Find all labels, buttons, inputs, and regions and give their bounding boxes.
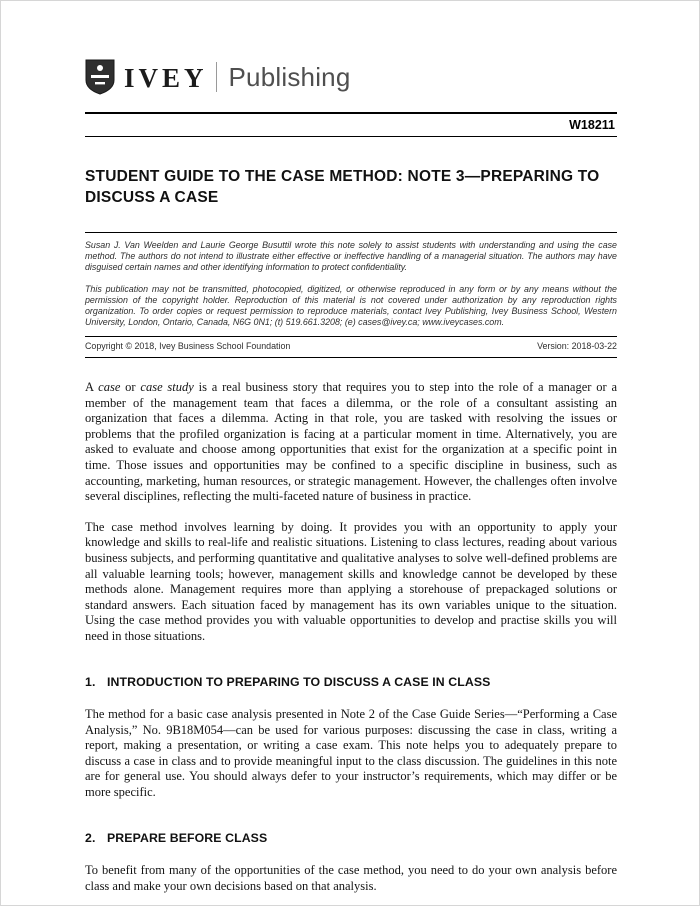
document-title: STUDENT GUIDE TO THE CASE METHOD: NOTE 3—PREPARING TO DISCUSS A CASE: [85, 168, 600, 206]
brand-wordmark: IVEY: [124, 62, 208, 93]
paragraph-text: is a real business story that requires you to step into the role of a manager or a member of the management team that faces a dilemma, or the role of a consultant assisting an organization that faces a dilemma. Acting in that role, you are tasked with resolving the issues or problems that the profiled organization is facing at a particular moment in time. Alternatively, you are asked to evaluate and choose among opportunities that exist for the organization at a specific point in time. Those issues and opportunities may be confined to a specific discipline in business, such as accounting, marketing, human resources, or strategic management. However, the challenges often involve several disciplines, reflecting the multi-faceted nature of business in practice.: [85, 380, 617, 504]
logo-divider: [216, 62, 217, 92]
paragraph-text: A: [85, 380, 99, 394]
body-paragraph-2: The case method involves learning by doing. It provides you with an opportunity to apply your knowledge and skills to real-life and realistic situations. Listening to class lectures, reading about various business subjects, and performing quantitative and qualitative analyses to solve well-defined problems are all valuable learning tools; however, management skills and knowledge cannot be developed by these methods alone. Management requires more than applying a storehouse of prepackaged solutions or standard answers. Each situation faced by management has its own variables unique to the situation. Using the case method provides you with valuable opportunities to develop and practise skills you will need in those situations.: [85, 519, 617, 643]
document-number: W18211: [569, 118, 615, 132]
section-heading-1: [85, 675, 617, 691]
page-content: [1, 1, 699, 894]
section-number: 2.: [85, 830, 96, 845]
ivey-publishing-logo: [85, 55, 617, 99]
copyright-row: [85, 337, 617, 357]
brand-suffix: Publishing: [228, 62, 351, 92]
disclaimer-paragraph-2: This publication may not be transmitted, photocopied, digitized, or otherwise reproduced in any form or by any means without the permission of the copyright holder. Reproduction of this material is not covered under authorization by any reproduction rights organization. To order copies or request permission to reproduce materials, contact Ivey Publishing, Ivey Business School, Western University, London, Ontario, Canada, N6G 0N1; (t) 519.661.3208; (e) cases@ivey.ca; www.iveycases.com.: [85, 284, 617, 327]
body-paragraph-4: To benefit from many of the opportunities of the case method, you need to do your own analysis before class and make your own decisions based on that analysis.: [85, 863, 617, 893]
document-body: [85, 380, 617, 894]
disclaimer-rule-bottom: [85, 357, 617, 358]
disclaimer-paragraph-1: Susan J. Van Weelden and Laurie George Busuttil wrote this note solely to assist students with understanding and using the case method. The authors do not intend to illustrate either effective or ineffective handling of a managerial situation. The authors may have disguised certain names and other identifying information to protect confidentiality.: [85, 240, 617, 272]
copyright-text: Copyright © 2018, Ivey Business School Foundation: [85, 341, 291, 351]
paragraph-text: or: [120, 380, 141, 394]
section-title: INTRODUCTION TO PREPARING TO DISCUSS A CASE IN CLASS: [107, 674, 491, 689]
section-heading-2: [85, 831, 617, 847]
version-text: Version: 2018-03-22: [537, 341, 617, 351]
ivey-shield-icon: [85, 59, 115, 95]
section-title: PREPARE BEFORE CLASS: [107, 830, 268, 845]
body-paragraph-3: The method for a basic case analysis presented in Note 2 of the Case Guide Series—“Performing a Case Analysis,” No. 9B18M054—can be used for various purposes: discussing the case in class, writing a report, making a presentation, or writing a case exam. This note helps you to adequately prepare to discuss a case in class and to provide meaningful input to the class discussion. The guidelines in this note are for general use. You should always defer to your instructor’s requirements, which may differ or be more specific.: [85, 707, 617, 800]
italic-term-case: case: [98, 380, 121, 394]
disclaimer-block: [85, 232, 617, 358]
header-rule-bottom: [85, 136, 617, 137]
section-number: 1.: [85, 674, 96, 689]
body-paragraph-1: [85, 380, 617, 505]
italic-term-case-study: case study: [140, 380, 194, 394]
